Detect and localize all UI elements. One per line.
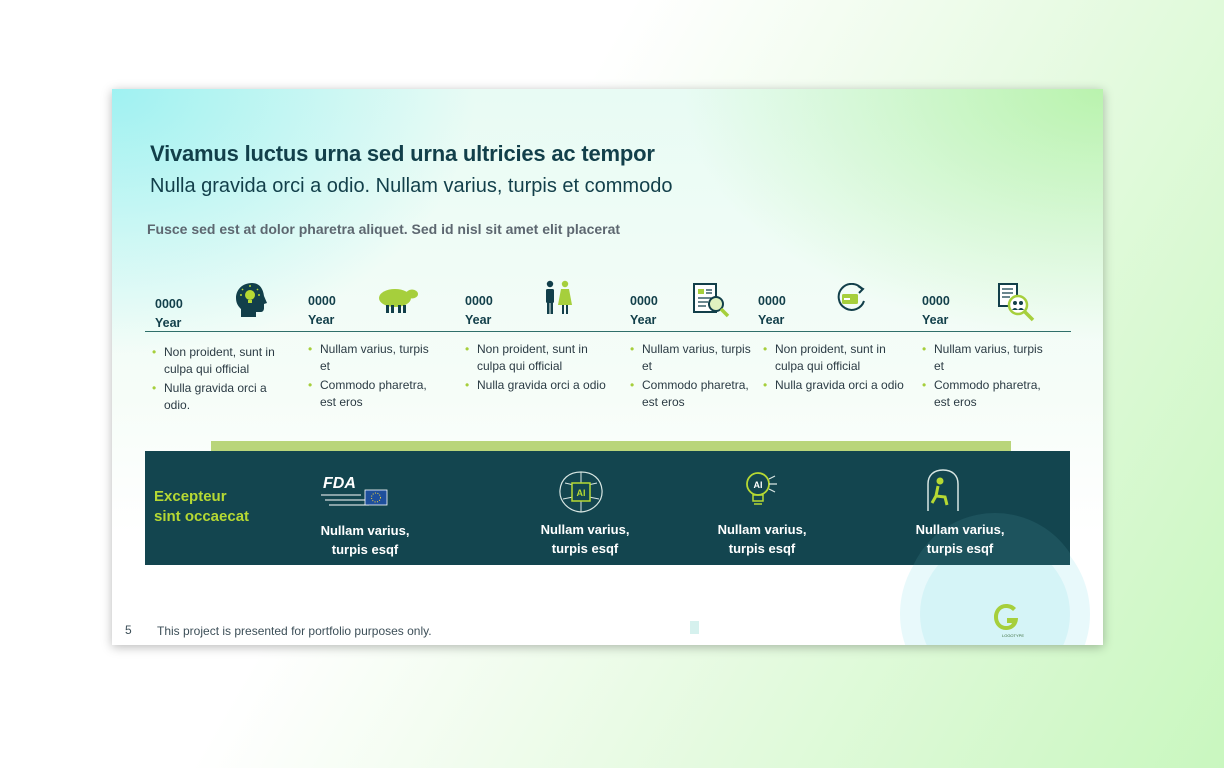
year-label: Year	[465, 313, 492, 327]
year-label: Year	[630, 313, 657, 327]
year-value: 0000	[758, 294, 786, 308]
bullet-item: • Non proident, sunt in culpa qui official	[763, 341, 908, 374]
year-label: Year	[758, 313, 785, 327]
document-search-icon	[692, 282, 730, 320]
decorative-mark	[690, 621, 699, 634]
bullet-item: • Nulla gravida orci a odio	[465, 377, 610, 394]
people-search-icon	[997, 282, 1037, 322]
timeline-column-5	[763, 341, 908, 397]
bullet-item: • Non proident, sunt in culpa qui official	[465, 341, 610, 374]
year-value: 0000	[308, 294, 336, 308]
bullet-item: • Commodo pharetra, est eros	[308, 377, 430, 410]
logotype-icon	[990, 601, 1024, 633]
timeline-year-5	[758, 292, 786, 330]
year-value: 0000	[465, 294, 493, 308]
person-seated-arch-icon	[923, 467, 963, 513]
bullet-item: • Nullam varius, turpis et	[922, 341, 1047, 374]
feature-panel	[145, 451, 1070, 565]
year-value: 0000	[630, 294, 658, 308]
panel-title-line: Excepteur	[154, 488, 227, 505]
feature-caption-3	[692, 520, 832, 558]
timeline-year-2	[308, 292, 336, 330]
timeline-year-6	[922, 292, 950, 330]
man-woman-icon	[542, 280, 574, 318]
page-number: 5	[125, 623, 132, 637]
feature-caption-4	[890, 520, 1030, 558]
bullet-item: • Nulla gravida orci a odio.	[152, 380, 287, 413]
year-label: Year	[922, 313, 949, 327]
sheep-icon	[377, 285, 419, 315]
year-label: Year	[155, 316, 182, 330]
lead-text: Fusce sed est at dolor pharetra aliquet. Sed id nisl sit amet elit placerat	[147, 221, 621, 237]
year-value: 0000	[155, 297, 183, 311]
year-value: 0000	[922, 294, 950, 308]
feature-line: turpis esqf	[551, 541, 619, 556]
timeline-year-3	[465, 292, 493, 330]
timeline-column-2	[308, 341, 430, 413]
feature-line: turpis esqf	[728, 541, 796, 556]
timeline-year-4	[630, 292, 658, 330]
timeline-column-4	[630, 341, 755, 413]
slide	[112, 89, 1103, 645]
slide-subtitle: Nulla gravida orci a odio. Nullam varius, turpis et commodo	[150, 175, 673, 197]
ai-lightbulb-icon	[739, 468, 783, 512]
panel-title-line: sint occaecat	[154, 508, 250, 525]
card-refresh-icon	[834, 283, 868, 315]
timeline-column-1	[152, 344, 287, 416]
ai-text: AI	[753, 480, 763, 490]
timeline-column-6	[922, 341, 1047, 413]
ai-chip-brain-icon	[554, 469, 608, 515]
bullet-item: • Nullam varius, turpis et	[630, 341, 755, 374]
feature-line: turpis esqf	[926, 541, 994, 556]
timeline-column-3	[465, 341, 610, 397]
bullet-item: • Nullam varius, turpis et	[308, 341, 430, 374]
year-label: Year	[308, 313, 335, 327]
fda-text: FDA	[323, 475, 356, 492]
feature-line: Nullam varius,	[915, 522, 1005, 537]
slide-title: Vivamus luctus urna sed urna ultricies ac tempor	[150, 141, 655, 166]
fda-eu-icon	[321, 471, 389, 511]
bullet-item: • Non proident, sunt in culpa qui official	[152, 344, 287, 377]
feature-line: Nullam varius,	[717, 522, 807, 537]
head-lightbulb-icon	[234, 281, 270, 319]
timeline-year-1	[155, 295, 183, 333]
feature-line: Nullam varius,	[540, 522, 630, 537]
logo-text: LOGOTYPE	[1001, 633, 1024, 638]
timeline-divider	[145, 331, 1071, 332]
feature-caption-1	[295, 521, 435, 559]
bullet-item: • Commodo pharetra, est eros	[630, 377, 755, 410]
feature-line: Nullam varius,	[320, 523, 410, 538]
footer-note: This project is presented for portfolio purposes only.	[157, 624, 432, 638]
bullet-item: • Commodo pharetra, est eros	[922, 377, 1047, 410]
feature-caption-2	[515, 520, 655, 558]
ai-text: AI	[576, 488, 586, 498]
bullet-item: • Nulla gravida orci a odio	[763, 377, 908, 394]
feature-line: turpis esqf	[331, 542, 399, 557]
panel-title	[154, 487, 249, 527]
